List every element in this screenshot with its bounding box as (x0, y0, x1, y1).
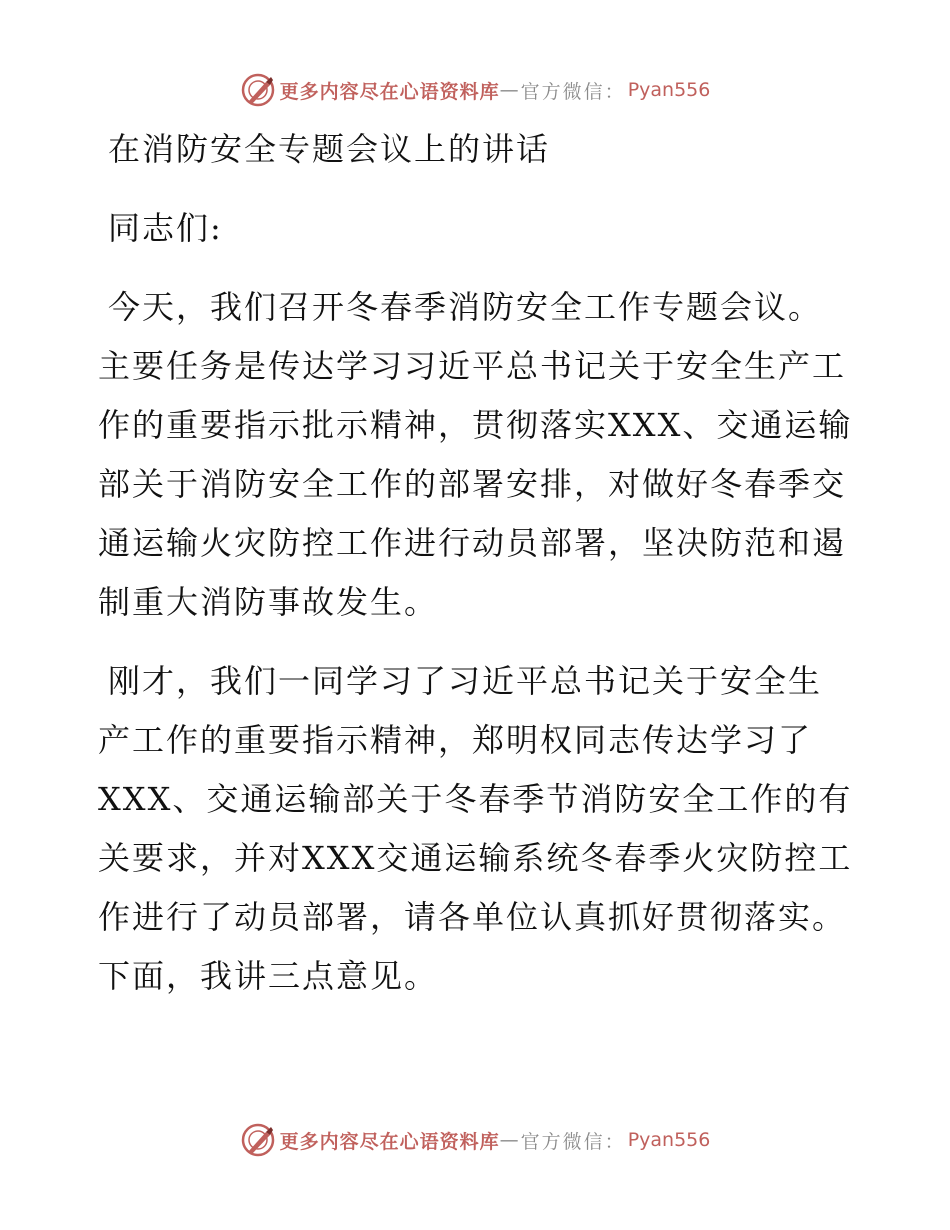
paragraph-line: 产工作的重要指示精神，郑明权同志传达学习了 (98, 721, 813, 759)
paragraph-1 (98, 278, 858, 632)
pen-logo-icon (240, 1122, 276, 1158)
watermark-brand: 更多内容尽在心语资料库 (279, 1130, 500, 1153)
paragraph-line: 作进行了动员部署，请各单位认真抓好贯彻落实。 (98, 898, 847, 936)
paragraph-line: 刚才，我们一同学习了习近平总书记关于安全生 (108, 662, 823, 700)
paragraph-line: 通运输火灾防控工作进行动员部署，坚决防范和遏 (98, 524, 847, 562)
paragraph-line: 主要任务是传达学习习近平总书记关于安全生产工 (98, 347, 847, 385)
paragraph-line: 部关于消防安全工作的部署安排，对做好冬春季交 (98, 465, 847, 503)
document-body (98, 120, 858, 1006)
paragraph-line: 关要求，并对XXX交通运输系统冬春季火灾防控工 (98, 839, 853, 877)
paragraph-line: XXX、交通运输部关于冬春季节消防安全工作的有 (98, 780, 853, 818)
watermark-separator: — (499, 1129, 521, 1151)
watermark-wechat-id: Pyan556 (627, 79, 711, 101)
watermark-separator: — (499, 79, 521, 101)
watermark-banner-top (0, 68, 950, 112)
pen-logo-icon (240, 72, 276, 108)
watermark-official-label: 官方微信： (520, 1130, 626, 1153)
paragraph-line: 制重大消防事故发生。 (98, 583, 439, 621)
paragraph-line: 作的重要指示批示精神，贯彻落实XXX、交通运输 (98, 406, 853, 444)
watermark-official-label: 官方微信： (520, 80, 626, 103)
salutation: 同志们: (108, 209, 223, 247)
watermark-wechat-id: Pyan556 (627, 1129, 711, 1151)
paragraph-line: 今天，我们召开冬春季消防安全工作专题会议。 (108, 288, 823, 326)
paragraph-line: 下面，我讲三点意见。 (98, 957, 439, 995)
document-title: 在消防安全专题会议上的讲话 (108, 130, 551, 168)
watermark-brand: 更多内容尽在心语资料库 (279, 80, 500, 103)
paragraph-2 (98, 652, 858, 1006)
watermark-banner-bottom (0, 1118, 950, 1162)
